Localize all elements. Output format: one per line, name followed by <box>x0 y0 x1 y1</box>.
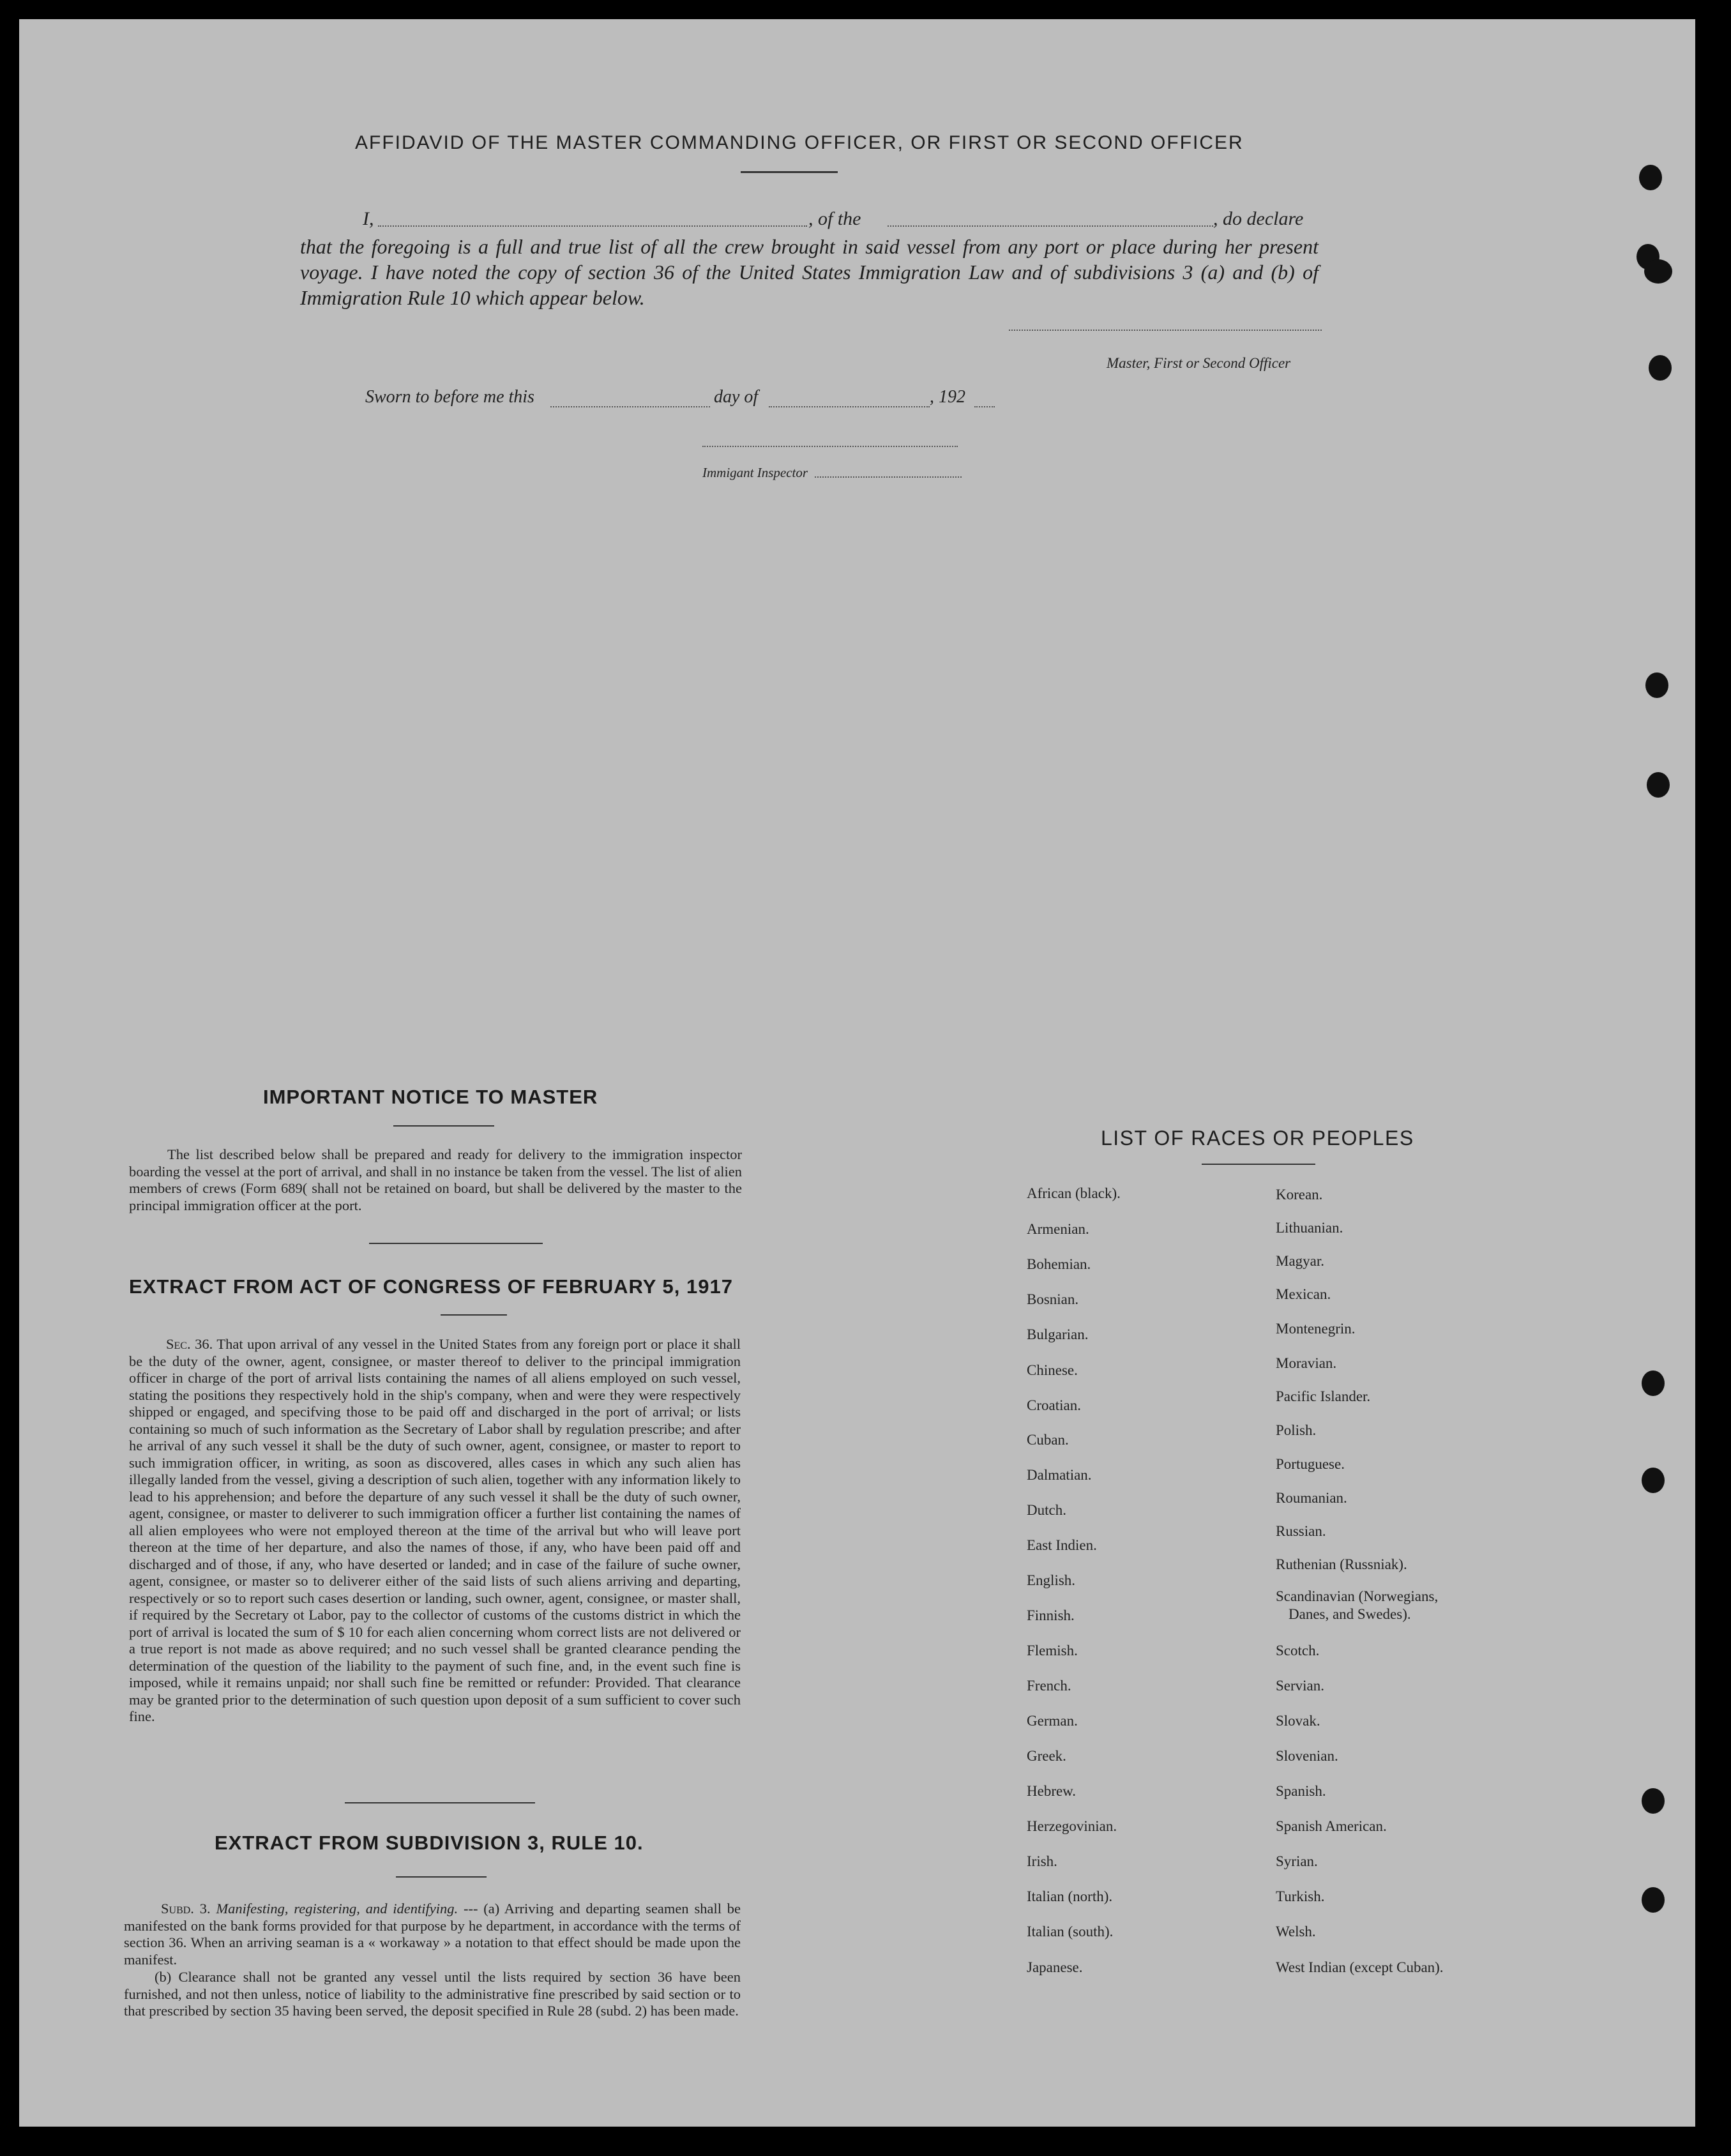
declare-i: I, <box>363 208 374 229</box>
master-label: Master, First or Second Officer <box>1107 355 1291 371</box>
race-item: Finnish. <box>1027 1607 1075 1623</box>
extract-rule-underline <box>396 1876 487 1878</box>
race-item: Korean. <box>1276 1187 1323 1203</box>
affidavit-title: AFFIDAVID OF THE MASTER COMMANDING OFFICER, OR FIRST OR SECOND OFFICER <box>355 132 1244 153</box>
race-item: Croatian. <box>1027 1397 1081 1413</box>
race-item: French. <box>1027 1678 1071 1694</box>
year-label: , 192 <box>930 387 965 407</box>
race-item: Scotch. <box>1276 1643 1320 1659</box>
rule-text-a: --- (a) Arriving and departing seamen shall be manifested on the bank forms provided for that purpose by he department, in accordance with the terms of section 36. When an arriving seaman is a « workaway » a notation to that effect should be made upon the manifest. <box>124 1901 741 1968</box>
race-item: Slovenian. <box>1276 1748 1338 1764</box>
race-item: Greek. <box>1027 1748 1066 1764</box>
declare-of-the: , of the <box>808 208 861 229</box>
rule-text-b: (b) Clearance shall not be granted any vessel until the lists required by section 36 have been furnished, and not then unless, notice of liability to the administrative fine prescribed by said section or to that prescribed by section 35 having been served, the deposit specified in Rule 28 (subd. 2) has been made. <box>124 1969 741 2019</box>
notice-underline <box>393 1125 494 1127</box>
race-item: Roumanian. <box>1276 1490 1347 1506</box>
race-item: Irish. <box>1027 1853 1057 1869</box>
binder-hole <box>1642 1468 1665 1493</box>
race-item: Polish. <box>1276 1422 1317 1438</box>
race-item: Welsh. <box>1276 1924 1316 1940</box>
binder-hole <box>1642 1370 1665 1396</box>
extract-rule-body <box>124 1901 741 1968</box>
race-item: West Indian (except Cuban). <box>1276 1959 1444 1975</box>
race-item: English. <box>1027 1572 1076 1588</box>
race-item: Italian (south). <box>1027 1924 1114 1940</box>
day-blank <box>550 406 710 407</box>
race-item: Hebrew. <box>1027 1783 1077 1799</box>
binder-hole <box>1645 672 1668 698</box>
inspector-label: Immigant Inspector <box>702 465 808 480</box>
master-signature-line <box>1009 330 1322 331</box>
extract-act-underline <box>441 1314 507 1316</box>
extract-act-body <box>129 1336 741 1726</box>
race-item: Turkish. <box>1276 1888 1325 1904</box>
race-item: Portuguese. <box>1276 1456 1345 1472</box>
year-blank <box>974 406 995 407</box>
race-item: Japanese. <box>1027 1959 1083 1975</box>
extract-act-title: EXTRACT FROM ACT OF CONGRESS OF FEBRUARY 5, 1917 <box>129 1275 733 1298</box>
race-item: Herzegovinian. <box>1027 1818 1117 1834</box>
month-blank <box>769 406 930 407</box>
race-item: Chinese. <box>1027 1362 1078 1378</box>
extract-act-text: That upon arrival of any vessel in the United States from any foreign port or place it shall be the duty of the owner, agent, consignee, or master thereof to deliver to the principal immigration officer in charge of the port of arrival lists containing the names of all aliens employed on such vessel, stating the positions they respectively hold in the ship's company, when and were they were respectively shipped or engaged, and specifving those to be paid off and discharged in the port of arrival; or lists containing so much of such information as the Secretary of Labor shall by regulation prescribe; and after he arrival of any such vessel it shall be the duty of such owner, agent, consignee, or master to report to such immigration officer, in writing, as soon as discovered, alles cases in which any such alien has illegally landed from the vessel, giving a description of such alien, together with any information likely to lead to his apprehension; and before the departure of any such vessel it shall be the duty of such owner, agent, consignee, or master to deliverer to such immigration officer a further list containing the names of all alien employees who were not employed thereon at the time of the arrival but who will leave port thereon at the time of her departure, and also the names of those, if any, who have been paid off and discharged and of those, if any, who have deserted or landed; and in case of the failure of suche owner, agent, consignee, or master so to deliverer either of the said lists of such aliens arriving and departing, respectively or so to report such cases desertion or landing, such owner, agent, consignee, or master shall, if required by the Secretary ot Labor, pay to the collector of customs of the customs district in which the port of arrival is located the sum of $ 10 for each alien concerning whom correct lists are not delivered or a true report is not made as above required; and no such vessel shall be granted clearance pending the determination of the question of the liability to the payment of such fine, and, in the event such fine is imposed, while it remains unpaid; nor shall such fine be remitted or refunder: Provided. That clearance may be granted prior to the determination of such question upon deposit of a sum sufficient to cover such fine. <box>129 1336 741 1724</box>
binder-hole <box>1647 772 1670 798</box>
race-item: Moravian. <box>1276 1355 1337 1371</box>
binder-hole <box>1649 355 1672 381</box>
race-item: Mexican. <box>1276 1286 1331 1302</box>
races-title: LIST OF RACES OR PEOPLES <box>1101 1127 1414 1150</box>
binder-hole <box>1642 1788 1665 1814</box>
extract-rule-title: EXTRACT FROM SUBDIVISION 3, RULE 10. <box>215 1832 644 1854</box>
race-item: Danes, and Swedes). <box>1289 1606 1411 1622</box>
day-of-label: day of <box>714 387 759 407</box>
race-item: Bulgarian. <box>1027 1326 1089 1342</box>
inspector-signature-line <box>702 446 958 447</box>
notice-divider <box>369 1243 543 1244</box>
race-item: Slovak. <box>1276 1713 1320 1729</box>
document-page <box>19 19 1695 2127</box>
subd-label: Subd. 3. <box>161 1901 211 1917</box>
extract-act-divider <box>345 1802 535 1803</box>
name-blank <box>378 225 807 227</box>
race-item: Montenegrin. <box>1276 1321 1356 1337</box>
binder-hole <box>1642 1887 1665 1913</box>
declare-do-declare: , do declare <box>1213 208 1304 229</box>
affidavit-body: that the foregoing is a full and true list of all the crew brought in said vessel from any port or place during her present voyage. I have noted the copy of section 36 of the United States Immigration Law and of subdivisions 3 (a) and (b) of Immigration Rule 10 which appear below. <box>300 235 1319 309</box>
vessel-blank <box>888 225 1213 227</box>
race-item: Spanish American. <box>1276 1818 1387 1834</box>
race-item: Pacific Islander. <box>1276 1388 1371 1404</box>
race-item: Dutch. <box>1027 1502 1066 1518</box>
race-item: Flemish. <box>1027 1643 1078 1659</box>
race-item: Lithuanian. <box>1276 1220 1343 1236</box>
title-underline <box>741 171 838 173</box>
race-item: German. <box>1027 1713 1078 1729</box>
race-item: Ruthenian (Russniak). <box>1276 1556 1407 1572</box>
race-item: Armenian. <box>1027 1221 1089 1237</box>
race-item: Italian (north). <box>1027 1888 1113 1904</box>
race-item: Scandinavian (Norwegians, <box>1276 1588 1439 1604</box>
race-item: Magyar. <box>1276 1253 1325 1269</box>
race-item: Spanish. <box>1276 1783 1326 1799</box>
race-item: Bosnian. <box>1027 1291 1079 1307</box>
race-item: Russian. <box>1276 1523 1326 1539</box>
sworn-label: Sworn to before me this <box>365 387 534 407</box>
race-item: African (black). <box>1027 1185 1121 1201</box>
subd-heading: Manifesting, registering, and identifying. <box>216 1901 458 1917</box>
binder-hole <box>1644 259 1672 284</box>
binder-hole <box>1639 165 1662 190</box>
race-item: East Indien. <box>1027 1537 1097 1553</box>
notice-text: The list described below shall be prepared and ready for delivery to the immigration inspector boarding the vessel at the port of arrival, and shall in no instance be taken from the vessel. The list of alien members of crews (Form 689( shall not be retained on board, but shall be delivered by the master to the principal immigration officer at the port. <box>129 1146 742 1213</box>
race-item: Syrian. <box>1276 1853 1318 1869</box>
notice-title: IMPORTANT NOTICE TO MASTER <box>263 1086 598 1108</box>
race-item: Dalmatian. <box>1027 1467 1092 1483</box>
race-item: Servian. <box>1276 1678 1325 1694</box>
race-item: Bohemian. <box>1027 1256 1091 1272</box>
inspector-dots <box>815 476 962 478</box>
sec-label: Sec. 36. <box>166 1336 213 1352</box>
race-item: Cuban. <box>1027 1432 1069 1448</box>
races-underline <box>1202 1164 1315 1165</box>
